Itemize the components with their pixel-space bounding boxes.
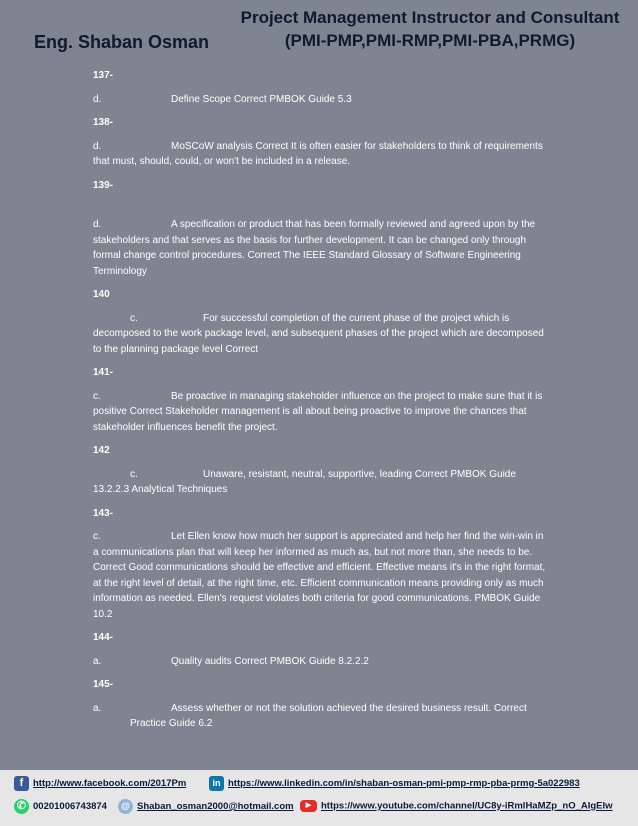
page-header-title bbox=[240, 6, 620, 52]
answer-item bbox=[93, 654, 549, 670]
answer-text: Quality audits Correct PMBOK Guide 8.2.2.2 bbox=[171, 655, 369, 667]
answer-item bbox=[93, 311, 549, 358]
question-number: 138- bbox=[93, 117, 114, 128]
answer-item bbox=[93, 139, 549, 170]
answer-list bbox=[93, 68, 549, 732]
email-icon: @ bbox=[118, 799, 133, 814]
linkedin-contact bbox=[209, 776, 580, 791]
question-number: 144- bbox=[93, 632, 114, 643]
author-name: Eng. Shaban Osman bbox=[34, 32, 210, 52]
email-link[interactable]: Shaban_osman2000@hotmail.com bbox=[137, 801, 294, 813]
answer-letter: c. bbox=[93, 390, 101, 402]
answer-letter: d. bbox=[93, 219, 102, 230]
facebook-link[interactable]: http://www.facebook.com/2017Pm bbox=[33, 778, 187, 790]
youtube-link[interactable]: https://www.youtube.com/channel/UC8y-iRmlHaMZp_nO_AIgEIw bbox=[321, 800, 613, 812]
facebook-contact bbox=[14, 776, 186, 791]
youtube-icon: ▶ bbox=[300, 800, 317, 812]
answer-letter: a. bbox=[93, 655, 102, 667]
answer-text-continuation: Practice Guide 6.2 bbox=[130, 718, 213, 729]
header-title-line1: Project Management Instructor and Consultant bbox=[240, 8, 620, 27]
answer-text: Unaware, resistant, neutral, supportive, leading Correct PMBOK Guide 13.2.2.3 Analytical Techniques bbox=[93, 468, 516, 495]
answer-text: MoSCoW analysis Correct It is often easier for stakeholders to think of requirements that must, should, could, or won't be included in a release. bbox=[93, 140, 543, 167]
question-number: 142 bbox=[93, 445, 110, 456]
question-number: 140 bbox=[93, 289, 110, 300]
question-number: 141- bbox=[93, 367, 114, 378]
answer-letter: d. bbox=[93, 140, 102, 152]
answer-item bbox=[93, 467, 549, 498]
answer-letter: c. bbox=[130, 468, 138, 480]
answer-item bbox=[93, 389, 549, 436]
facebook-icon: f bbox=[14, 776, 29, 791]
answer-text: Let Ellen know how much her support is appreciated and help her find the win-win in a communications plan that will keep her informed as much as, but not more than, she needs to be. Correct Good communications should be effective and efficient. Effective means it's in the right format, at the right level of detail, at the right time, etc. Efficient communication means providing only as much information as needed. Ellen's request violates both criteria for good communications. PMBOK Guide 10.2 bbox=[93, 531, 546, 620]
answer-letter: a. bbox=[93, 702, 102, 714]
answer-item bbox=[93, 217, 549, 279]
phone-contact bbox=[14, 799, 107, 814]
answer-text: Be proactive in managing stakeholder influence on the project to make sure that it is positive Correct Stakeholder management is all about being proactive to improve the chances that stakeholder influences benefit the project. bbox=[93, 390, 543, 433]
phone-number: 00201006743874 bbox=[33, 801, 107, 813]
answer-letter: c. bbox=[130, 312, 138, 324]
answer-item bbox=[93, 701, 549, 717]
question-number: 145- bbox=[93, 679, 114, 690]
answer-text: For successful completion of the current phase of the project which is decomposed to the work package level, and subsequent phases of the project which are decomposed to the planning package level Correct bbox=[93, 312, 544, 355]
linkedin-icon: in bbox=[209, 776, 224, 791]
answer-text: A specification or product that has been formally reviewed and agreed upon by the stakeholders and that serves as the basis for further development. It can be changed only through formal change control procedures. Correct The IEEE Standard Glossary of Software Engineering Terminology bbox=[93, 219, 536, 277]
answer-letter: d. bbox=[93, 93, 102, 105]
header-title-line2: (PMI-PMP,PMI-RMP,PMI-PBA,PRMG) bbox=[284, 31, 576, 50]
email-contact bbox=[118, 799, 294, 814]
answer-item bbox=[93, 92, 549, 108]
linkedin-link[interactable]: https://www.linkedin.com/in/shaban-osman-pmi-pmp-rmp-pba-prmg-5a022983 bbox=[228, 778, 580, 790]
answer-text: Assess whether or not the solution achieved the desired business result. Correct bbox=[171, 702, 527, 714]
youtube-contact bbox=[300, 800, 613, 812]
question-number: 139- bbox=[93, 179, 114, 191]
whatsapp-icon: ✆ bbox=[14, 799, 29, 814]
question-number: 143- bbox=[93, 507, 114, 519]
page-footer bbox=[0, 770, 638, 826]
question-number: 137- bbox=[93, 70, 114, 81]
answer-text: Define Scope Correct PMBOK Guide 5.3 bbox=[171, 93, 352, 105]
answer-letter: c. bbox=[93, 531, 101, 542]
answer-item bbox=[93, 529, 549, 622]
